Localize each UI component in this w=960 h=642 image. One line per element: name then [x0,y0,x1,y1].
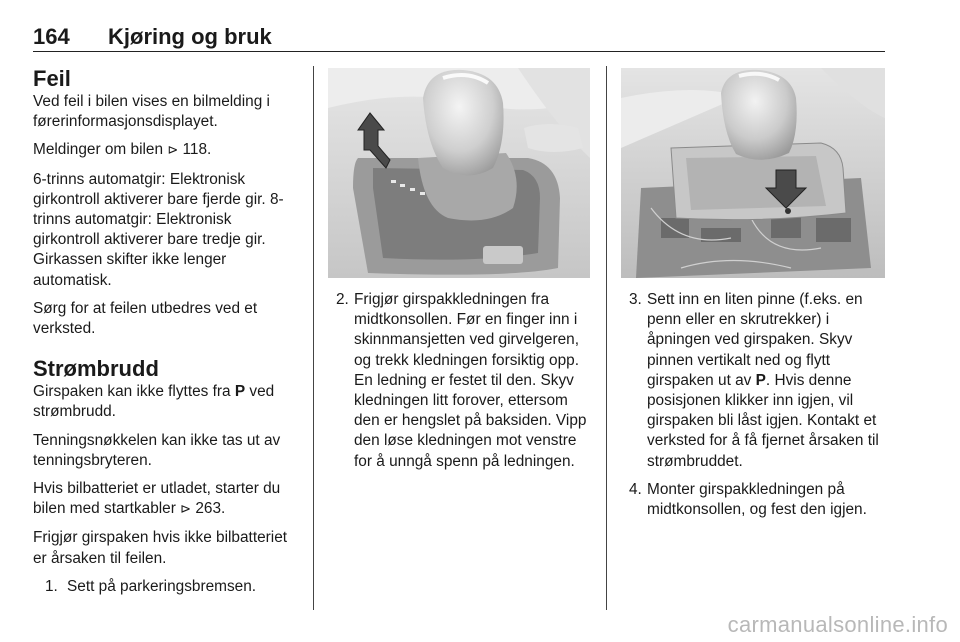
column-divider-2 [606,66,607,610]
feil-paragraph-1: Ved feil i bilen vises en bilmelding i førerinformasjonsdisplayet. [33,93,270,131]
cross-ref-icon: ⊳ [167,143,179,159]
column-divider-1 [313,66,314,610]
strom-paragraph-4: Frigjør girspaken hvis ikke bilbatteriet er årsaken til feilen. [33,529,288,567]
list-item: 4. Monter girspakkledningen på midtkonsollen, og fest den igjen. [629,480,867,519]
page-header [33,24,885,52]
strom-paragraph-1: Girspaken kan ikke flyttes fra P ved strømbrudd. [33,383,275,421]
column-3 [629,290,891,528]
page-number: 164 [33,24,70,49]
steps-list-end [629,290,891,520]
list-item: 3. Sett inn en liten pinne (f.eks. en penn eller en skrutrekker) i åpningen ved girspaken. Skyv pinnen vertikalt ned og flytt girspaken ut av P. Hvis denne posisjonen klikker inn igjen, vil girspaken bli låst igjen. Kontakt et verksted for å få fjernet årsaken til strømbruddet. [629,291,879,470]
list-item: 1. Sett på parkeringsbremsen. [45,577,257,595]
section-heading-feil: Feil [33,66,71,91]
strom-paragraph-2: Tenningsnøkkelen kan ikke tas ut av tenningsbryteren. [33,431,281,469]
column-1 [33,66,301,605]
feil-paragraph-3: 6-trinns automatgir: Elektronisk girkontroll aktiverer bare fjerde gir. 8-trinns automatgir: Elektronisk girkontroll aktiverer bare tredje gir. Girkassen skifter ikke lenger automatisk. [33,170,284,289]
cross-ref-link[interactable]: 263. [195,500,226,518]
steps-list-start [33,577,301,597]
gear-selector-illustration [328,68,590,278]
list-item: 2. Frigjør girspakkledningen fra midtkonsollen. Før en finger inn i skinnmansjetten ved girvelgeren, og trekk kledningen forsiktig opp. En ledning er festet til den. Skyv kledningen litt forover, ettersom den er hengslet på baksiden. Vipp den løse kledningen mot venstre for å unngå spenn på ledningen. [336,291,587,470]
cross-ref-link[interactable]: 118. [182,141,212,159]
chapter-title: Kjøring og bruk [108,24,272,49]
watermark: carmanualsonline.info [727,612,948,637]
gear-selector-drawing [328,68,590,278]
release-pin-illustration [621,68,885,278]
release-pin-drawing [621,68,885,278]
strom-paragraph-3: Hvis bilbatteriet er utladet, starter du bilen med startkabler ⊳ 263. [33,480,281,518]
header-divider [33,51,885,52]
steps-list-mid [336,290,592,472]
cross-ref-icon: ⊳ [180,502,192,518]
column-2 [336,290,592,480]
section-heading-strombrudd: Strømbrudd [33,356,159,382]
feil-paragraph-4: Sørg for at feilen utbedres ved et verksted. [33,299,258,338]
feil-paragraph-2: Meldinger om bilen ⊳ 118. [33,141,212,159]
